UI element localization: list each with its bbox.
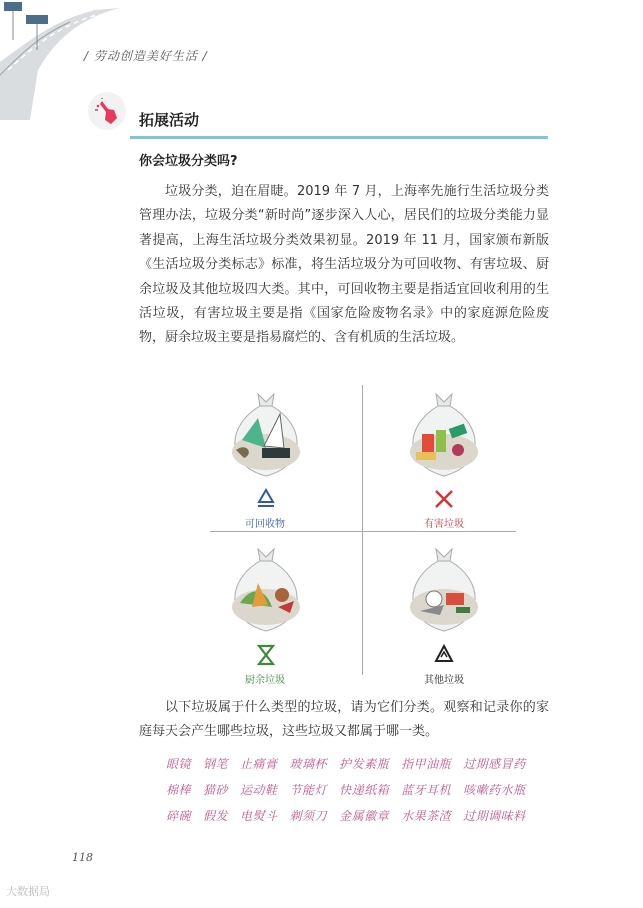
quadrant-horizontal-divider xyxy=(210,531,516,532)
item-word: 止痛膏 xyxy=(240,757,278,771)
other-label xyxy=(394,671,494,686)
hazardous-label xyxy=(394,515,494,530)
question-heading: 你会垃圾分类吗? xyxy=(139,154,238,169)
item-word: 过期感冒药 xyxy=(463,757,526,771)
kitchen-label xyxy=(215,671,315,686)
other-label-text: 其他垃圾 xyxy=(424,675,464,686)
recyclable-bag-image xyxy=(222,390,310,480)
item-word: 假发 xyxy=(203,809,229,823)
recycle-icon xyxy=(254,487,278,511)
section-divider xyxy=(130,136,548,139)
kitchen-label-text: 厨余垃圾 xyxy=(245,675,285,686)
item-word: 玻璃杯 xyxy=(289,757,328,771)
item-word: 快递纸箱 xyxy=(339,783,390,797)
item-word: 运动鞋 xyxy=(240,783,278,797)
item-word: 猫砂 xyxy=(203,783,229,797)
task-paragraph: 以下垃圾属于什么类型的垃圾，请为它们分类。观察和记录你的家庭每天会产生哪些垃圾，这些垃圾又都属于哪一类。 xyxy=(139,700,549,740)
hourglass-icon xyxy=(254,643,278,667)
item-word: 眼镜 xyxy=(166,757,192,771)
watermark: 大数据局 xyxy=(6,885,50,898)
section-title: 拓展活动 xyxy=(139,111,200,129)
item-word: 蓝牙耳机 xyxy=(401,783,452,797)
recyclable-label xyxy=(215,515,315,530)
items-row-2 xyxy=(166,781,546,798)
items-row-3 xyxy=(166,807,546,824)
items-row-1 xyxy=(166,755,546,772)
hazardous-bag-image xyxy=(400,390,488,480)
item-word: 棉棒 xyxy=(166,783,192,797)
other-bag-image xyxy=(400,545,488,635)
item-word: 咳嗽药水瓶 xyxy=(463,783,526,797)
item-word: 水果茶渣 xyxy=(401,809,452,823)
pointing-hand-icon xyxy=(92,98,122,128)
header-title: / 劳动创造美好生活 / xyxy=(84,49,208,63)
item-word: 金属徽章 xyxy=(339,809,390,823)
quadrant-vertical-divider xyxy=(362,385,363,675)
item-word: 过期调味料 xyxy=(463,809,526,823)
item-word: 节能灯 xyxy=(289,783,328,797)
item-word: 护发素瓶 xyxy=(339,757,390,771)
item-word: 碎碗 xyxy=(166,809,192,823)
item-word: 电熨斗 xyxy=(240,809,278,823)
item-word: 钢笔 xyxy=(203,757,229,771)
recyclable-label-text: 可回收物 xyxy=(245,519,285,530)
intro-paragraph: 垃圾分类，迫在眉睫。2019 年 7 月，上海率先施行生活垃圾分类管理办法，垃圾分类“新时尚”逐步深入人心，居民们的垃圾分类能力显著提高，上海生活垃圾分类效果初显。2019 年 11 月，国家颁布新版《生活垃圾分类标志》标准，将生活垃圾分为可回收物、有害垃圾、厨余垃圾及其他垃圾四大类。其中，可回收物主要是指适宜回收利用的生活垃圾，有害垃圾主要是指《国家危险废物名录》中的家庭源危险废物，厨余垃圾主要是指易腐烂的、含有机质的生活垃圾。 xyxy=(139,184,549,346)
item-word: 剃须刀 xyxy=(289,809,328,823)
hazard-x-icon xyxy=(432,487,456,511)
kitchen-bag-image xyxy=(222,545,310,635)
item-word: 指甲油瓶 xyxy=(401,757,452,771)
page-number: 118 xyxy=(72,851,93,864)
hazardous-label-text: 有害垃圾 xyxy=(424,519,464,530)
recycle-outline-icon xyxy=(432,643,456,667)
